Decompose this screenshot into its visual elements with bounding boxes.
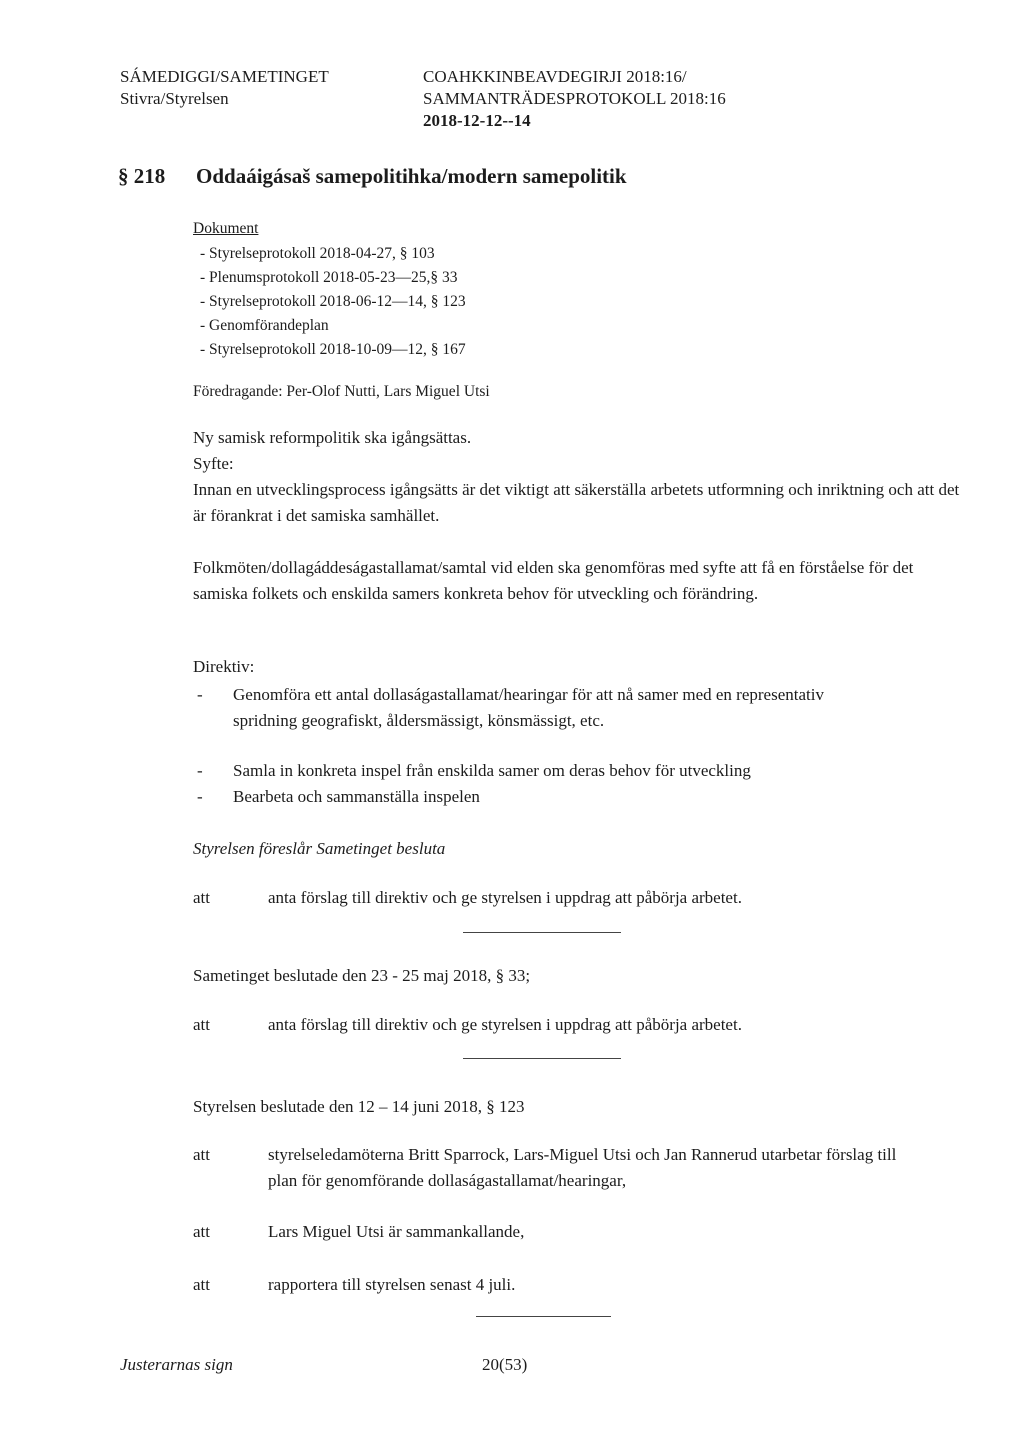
document-item: - Styrelseprotokoll 2018-04-27, § 103 (200, 245, 435, 262)
directive-heading: Direktiv: (193, 657, 255, 676)
directive-item: Genomföra ett antal dollaságastallamat/hearingar för att nå samer med en representativ spridning geografiskt, åldersmässigt, könsmässigt, etc. (233, 685, 824, 730)
board-decision-att: att (193, 1145, 210, 1164)
header-org (120, 66, 329, 110)
header-doc-line1: COAHKKINBEAVDEGIRJI 2018:16/ (423, 67, 687, 86)
board-decision-heading: Styrelsen beslutade den 12 – 14 juni 2018, § 123 (193, 1097, 525, 1116)
directive-dash: - (197, 685, 203, 704)
purpose-paragraph-1: Innan en utvecklingsprocess igångsätts är det viktigt att säkerställa arbetets utformning och inriktning och att det är förankrat i det samiska samhället. (193, 480, 960, 525)
document-item: - Styrelseprotokoll 2018-06-12—14, § 123 (200, 293, 466, 310)
proposal-text: anta förslag till direktiv och ge styrelsen i uppdrag att påbörja arbetet. (268, 888, 742, 907)
presenters: Föredragande: Per-Olof Nutti, Lars Miguel Utsi (193, 383, 490, 400)
signature-label: Justerarnas sign (120, 1355, 233, 1374)
directive-dash: - (197, 787, 203, 806)
page-number: 20(53) (482, 1355, 528, 1374)
proposal-heading: Styrelsen föreslår Sametinget besluta (193, 839, 446, 858)
plenum-decision-heading: Sametinget beslutade den 23 - 25 maj 2018, § 33; (193, 966, 531, 985)
proposal-att: att (193, 888, 210, 907)
board-decision-item: styrelseledamöterna Britt Sparrock, Lars-Miguel Utsi och Jan Rannerud utarbetar förslag till plan för genomförande dollaságastallamat/hearingar, (268, 1145, 897, 1190)
header-doc-line2: SAMMANTRÄDESPROTOKOLL 2018:16 (423, 89, 726, 108)
purpose-paragraph-2: Folkmöten/dollagáddeságastallamat/samtal vid elden ska genomföras med syfte att få en förståelse för det samiska folkets och enskilda samers konkreta behov för utveckling och förändring. (193, 558, 914, 603)
documents-heading: Dokument (193, 220, 259, 237)
document-item: - Styrelseprotokoll 2018-10-09—12, § 167 (200, 341, 466, 358)
plenum-decision-text: anta förslag till direktiv och ge styrelsen i uppdrag att påbörja arbetet. (268, 1015, 742, 1034)
purpose-heading: Syfte: (193, 454, 234, 473)
plenum-decision-att: att (193, 1015, 210, 1034)
intro-text: Ny samisk reformpolitik ska igångsättas. (193, 428, 472, 447)
section-number: § 218 (118, 164, 166, 188)
header-org-line2: Stivra/Styrelsen (120, 89, 229, 108)
divider (476, 1316, 611, 1317)
board-decision-att: att (193, 1222, 210, 1241)
divider (463, 1058, 621, 1059)
header-doc (423, 66, 726, 132)
board-decision-item: Lars Miguel Utsi är sammankallande, (268, 1222, 525, 1241)
directive-item: Bearbeta och sammanställa inspelen (233, 787, 480, 806)
board-decision-item: rapportera till styrelsen senast 4 juli. (268, 1275, 516, 1294)
divider (463, 932, 621, 933)
header-doc-line3: 2018-12-12--14 (423, 111, 531, 130)
board-decision-att: att (193, 1275, 210, 1294)
directive-item: Samla in konkreta inspel från enskilda samer om deras behov för utveckling (233, 761, 751, 780)
document-item: - Genomförandeplan (200, 317, 329, 334)
header-org-line1: SÁMEDIGGI/SAMETINGET (120, 67, 329, 86)
section-title: Oddaáigásaš samepolitihka/modern samepolitik (196, 164, 627, 188)
documents-list (200, 242, 466, 362)
directive-dash: - (197, 761, 203, 780)
document-item: - Plenumsprotokoll 2018-05-23—25,§ 33 (200, 269, 458, 286)
